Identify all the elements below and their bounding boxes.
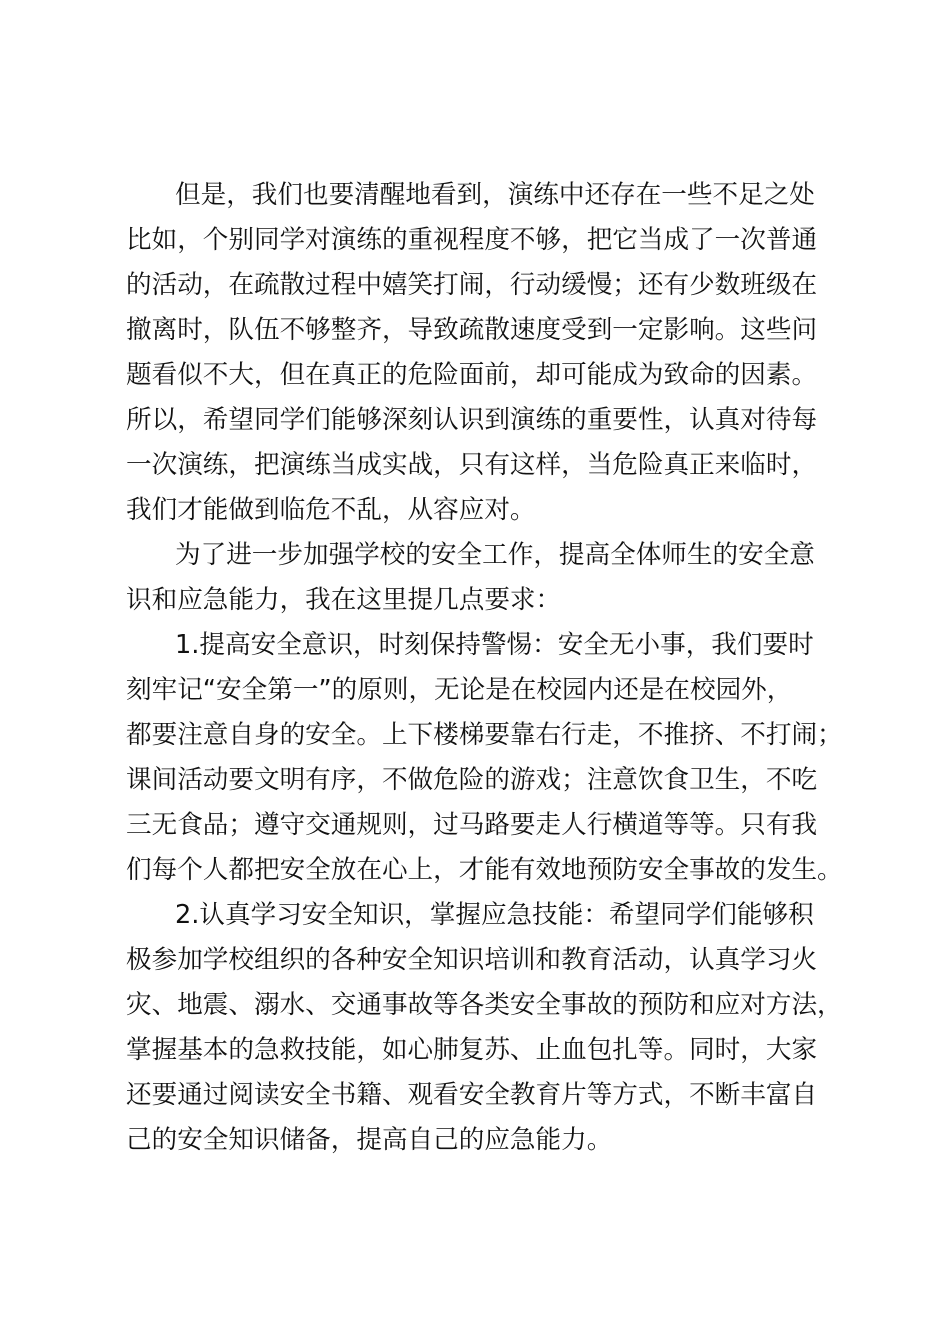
text-line: 撤离时，队伍不够整齐，导致疏散速度受到一定影响。这些问 [126,315,818,345]
text-line: 的活动，在疏散过程中嬉笑打闹，行动缓慢；还有少数班级在 [126,270,818,300]
text-line: 还要通过阅读安全书籍、观看安全教育片等方式，不断丰富自 [126,1080,818,1110]
paragraph-requirements-intro [126,533,836,623]
text-line: 们每个人都把安全放在心上，才能有效地预防安全事故的发生。 [126,855,843,885]
text-line: 识和应急能力，我在这里提几点要求： [126,585,562,615]
text-line: 比如，个别同学对演练的重视程度不够，把它当成了一次普通 [126,225,818,255]
text-line: 题看似不大，但在真正的危险面前，却可能成为致命的因素。 [126,360,818,390]
text-line: 1.提高安全意识，时刻保持警惕：安全无小事，我们要时 [175,630,814,660]
text-line: 所以，希望同学们能够深刻认识到演练的重要性，认真对待每 [126,405,818,435]
body-text [126,173,843,1163]
text-line: 掌握基本的急救技能，如心肺复苏、止血包扎等。同时，大家 [126,1035,818,1065]
text-line: 我们才能做到临危不乱，从容应对。 [126,495,536,525]
text-line: 己的安全知识储备，提高自己的应急能力。 [126,1125,613,1155]
paragraph-drill-shortcomings [126,173,836,533]
text-line: 一次演练，把演练当成实战，只有这样，当危险真正来临时， [126,450,818,480]
text-line: 为了进一步加强学校的安全工作，提高全体师生的安全意 [175,540,815,570]
text-line: 都要注意自身的安全。上下楼梯要靠右行走，不推挤、不打闹； [126,720,843,750]
text-line: 2.认真学习安全知识，掌握应急技能：希望同学们能够积 [175,900,814,930]
text-line: 三无食品；遵守交通规则，过马路要走人行横道等等。只有我 [126,810,818,840]
text-line: 刻牢记“安全第一”的原则，无论是在校园内还是在校园外， [126,675,793,705]
text-line: 灾、地震、溺水、交通事故等各类安全事故的预防和应对方法， [126,990,843,1020]
text-line: 极参加学校组织的各种安全知识培训和教育活动，认真学习火 [126,945,818,975]
paragraph-requirement-2 [126,893,843,1163]
text-line: 但是，我们也要清醒地看到，演练中还存在一些不足之处 [175,180,815,210]
paragraph-requirement-1 [126,623,843,893]
text-line: 课间活动要文明有序，不做危险的游戏；注意饮食卫生，不吃 [126,765,818,795]
